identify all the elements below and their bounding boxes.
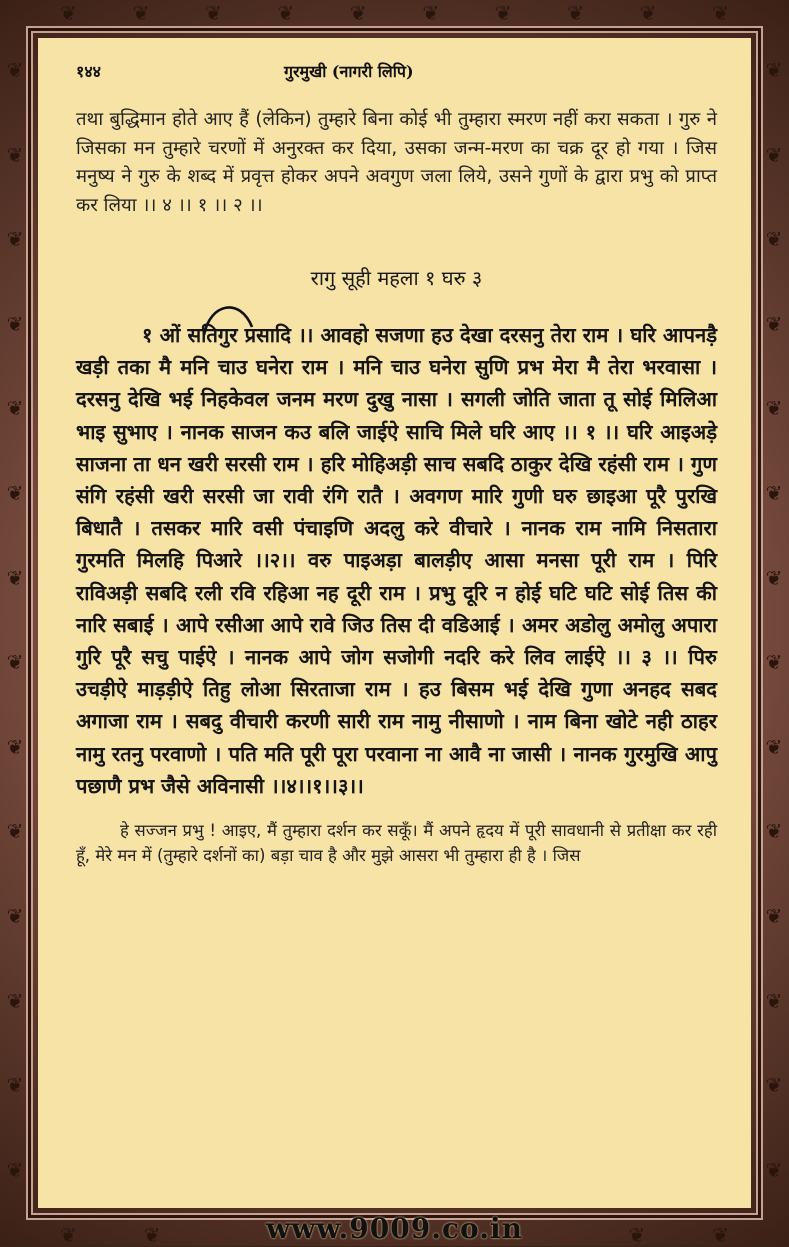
footer-website-url[interactable]: www.9009.co.in (266, 1212, 523, 1245)
running-header (76, 60, 717, 82)
commentary-paragraph: तथा बुद्धिमान होते आए हैं (लेकिन) तुम्हारे बिना कोई भी तुम्हारा स्मरण नहीं करा सकता । गुरु ने जिसका मन तुम्हारे चरणों में अनुरक्त कर दिया, उसका जन्म-मरण का चक्र दूर हो गया । जिस मनुष्य ने गुरु के शब्द में प्रवृत्त होकर अपने अवगुण जला लिये, उसने गुणों के द्वारा प्रभु को प्राप्त कर लिया ।। ४ ।। १ ।। २ ।। (76, 109, 717, 216)
page-number: १४४ (76, 62, 101, 81)
frame-ornament-top: ❦ ❦ ❦ ❦ ❦ ❦ ❦ ❦ ❦ ❦ (60, 1, 729, 25)
book-title: गुरमुखी (नागरी लिपि) (284, 62, 414, 81)
section-heading: रागु सूही महला १ घरु ३ (310, 266, 483, 290)
translation-paragraph: हे सज्जन प्रभु ! आइए, मैं तुम्हारा दर्शन कर सकूँ। मैं अपने हृदय में पूरी सावधानी से प्रतीक्षा कर रही हूँ, मेरे मन में (तुम्हारे दर्शनों का) बड़ा चाव है और मुझे आसरा भी तुम्हारा ही है । जिस (76, 821, 717, 866)
frame-ornament-left: ❦ ❦ ❦ ❦ ❦ ❦ ❦ ❦ ❦ ❦ ❦ ❦ ❦ ❦ (6, 58, 24, 1182)
verse-block (76, 319, 717, 802)
frame-ornament-right: ❦ ❦ ❦ ❦ ❦ ❦ ❦ ❦ ❦ ❦ ❦ ❦ ❦ ❦ (765, 58, 783, 1182)
verse-text: १ ओं सतिगुर प्रसादि ।। आवहो सजणा हउ देखा दरसनु तेरा राम । घरि आपनड़ै खड़ी तका मै मनि चाउ घनेरा राम । मनि चाउ घनेरा सुणि प्रभ मेरा मै तेरा भरवासा । दरसनु देखि भई निहकेवल जनम मरण दुखु नासा । सगली जोति जाता तू सोई मिलिआ भाइ सुभाए । नानक साजन कउ बलि जाईऐ साचि मिले घरि आए ।। १ ।। घरि आइअड़े साजना ता धन खरी सरसी राम । हरि मोहिअड़ी साच सबदि ठाकुर देखि रहंसी राम । गुण संगि रहंसी खरी सरसी जा रावी रंगि रातै । अवगण मारि गुणी घरु छाइआ पूरै पुरखि बिधातै । तसकर मारि वसी पंचाइणि अदलु करे वीचारे । नानक राम नामि निसतारा गुरमति मिलहि पिआरे ।।२।। वरु पाइअड़ा बालड़ीए आसा मनसा पूरी राम । पिरि राविअड़ी सबदि रली रवि रहिआ नह दूरी राम । प्रभु दूरि न होई घटि घटि सोई तिस की नारि सबाई । आपे रसीआ आपे रावे जिउ तिस दी वडिआई । अमर अडोलु अमोलु अपारा गुरि पूरै सचु पाईऐ । नानक आपे जोग सजोगी नदरि करे लिव लाईऐ ।। ३ ।। पिरु उचड़ीऐ माड़ड़ीऐ तिहु लोआ सिरताजा राम । हउ बिसम भई देखि गुणा अनहद सबद अगाजा राम । सबदु वीचारी करणी सारी राम नामु नीसाणो । नाम बिना खोटे नही ठाहर नामु रतनु परवाणो । पति मति पूरी पूरा परवाना ना आवै ना जासी । नानक गुरमुखि आपु पछाणै प्रभ जैसे अविनासी ।।४।।१।।३।। (76, 323, 717, 798)
book-page (38, 38, 751, 1208)
frame-ornament-bottom: ❦ ❦ ❦ ❦ (60, 1223, 729, 1247)
ek-onkar-arc-mark (200, 297, 256, 337)
